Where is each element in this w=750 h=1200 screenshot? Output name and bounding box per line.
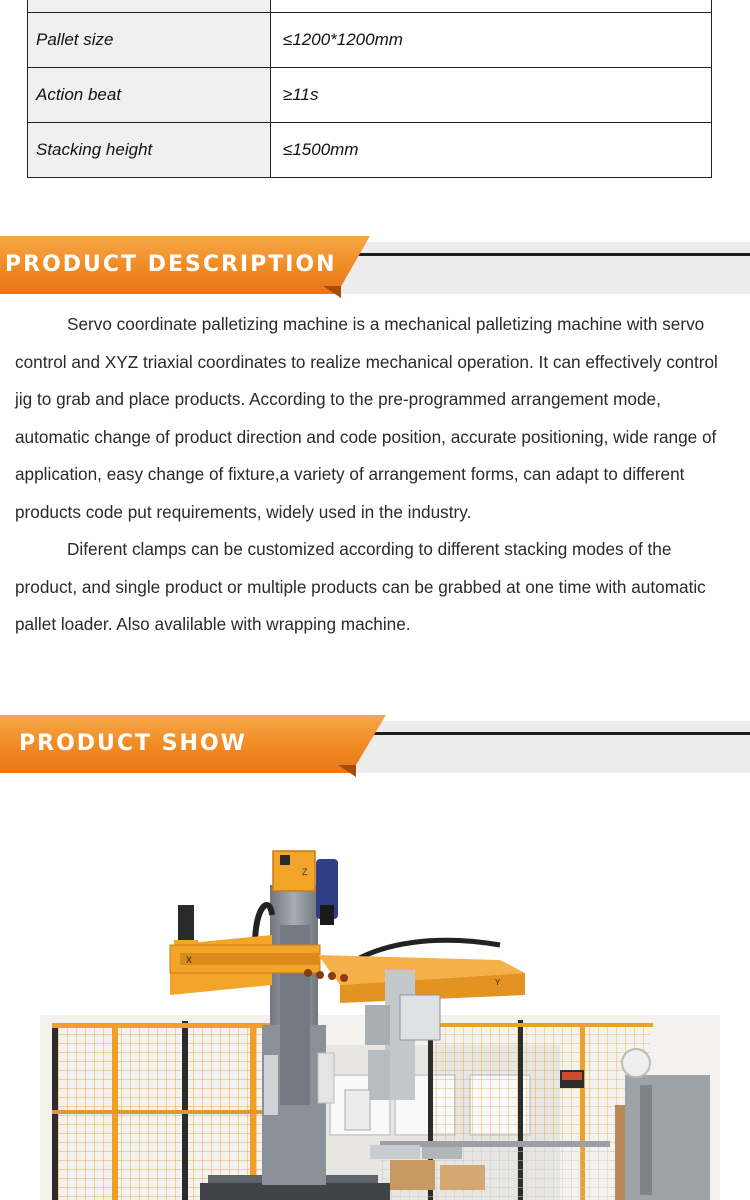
axis-label-x: X — [186, 955, 193, 965]
spec-label — [28, 0, 271, 13]
palletizer-machine-image — [40, 845, 720, 1200]
axis-label-z: Z — [302, 867, 308, 877]
section-title: PRODUCT SHOW — [19, 731, 247, 756]
spec-value: ≤1500mm — [271, 123, 712, 178]
spec-row — [28, 68, 712, 123]
spec-row — [28, 123, 712, 178]
spec-row — [28, 0, 712, 13]
safety-fence-left — [52, 1021, 272, 1200]
section-banner-description — [0, 236, 750, 298]
vertical-column — [262, 885, 326, 1185]
section-banner-show — [0, 715, 750, 777]
banner-divider — [366, 732, 750, 735]
spec-row — [28, 13, 712, 68]
x-axis-arm — [170, 935, 525, 1003]
spec-label: Pallet size — [28, 13, 271, 68]
banner-fold — [338, 765, 356, 777]
spec-value: ≥11s — [271, 68, 712, 123]
spec-value: ≤1200*1200mm — [271, 13, 712, 68]
banner-band — [300, 242, 750, 294]
axis-label-y: Y — [495, 978, 501, 987]
section-title: PRODUCT DESCRIPTION — [5, 252, 337, 277]
banner-divider — [352, 253, 750, 256]
description-paragraph: Servo coordinate palletizing machine is a mechanical palletizing machine with servo control and XYZ triaxial coordinates to realize mechanical operation. It can effectively control jig to grab and place products. According to the pre-programmed arrangement mode, automatic change of product direction and code position, accurate positioning, wide range of application, easy change of fixture,a variety of arrangement forms, can adapt to different products code put requirements, widely used in the industry. — [15, 314, 718, 522]
spec-table — [27, 0, 712, 178]
spec-label: Action beat — [28, 68, 271, 123]
spec-value — [271, 0, 712, 13]
product-description — [15, 306, 737, 644]
spec-label: Stacking height — [28, 123, 271, 178]
description-paragraph: Diferent clamps can be customized according to different stacking modes of the product, and single product or multiple products can be grabbed at one time with automatic pallet loader. Also avalilable with wrapping machine. — [15, 539, 706, 634]
